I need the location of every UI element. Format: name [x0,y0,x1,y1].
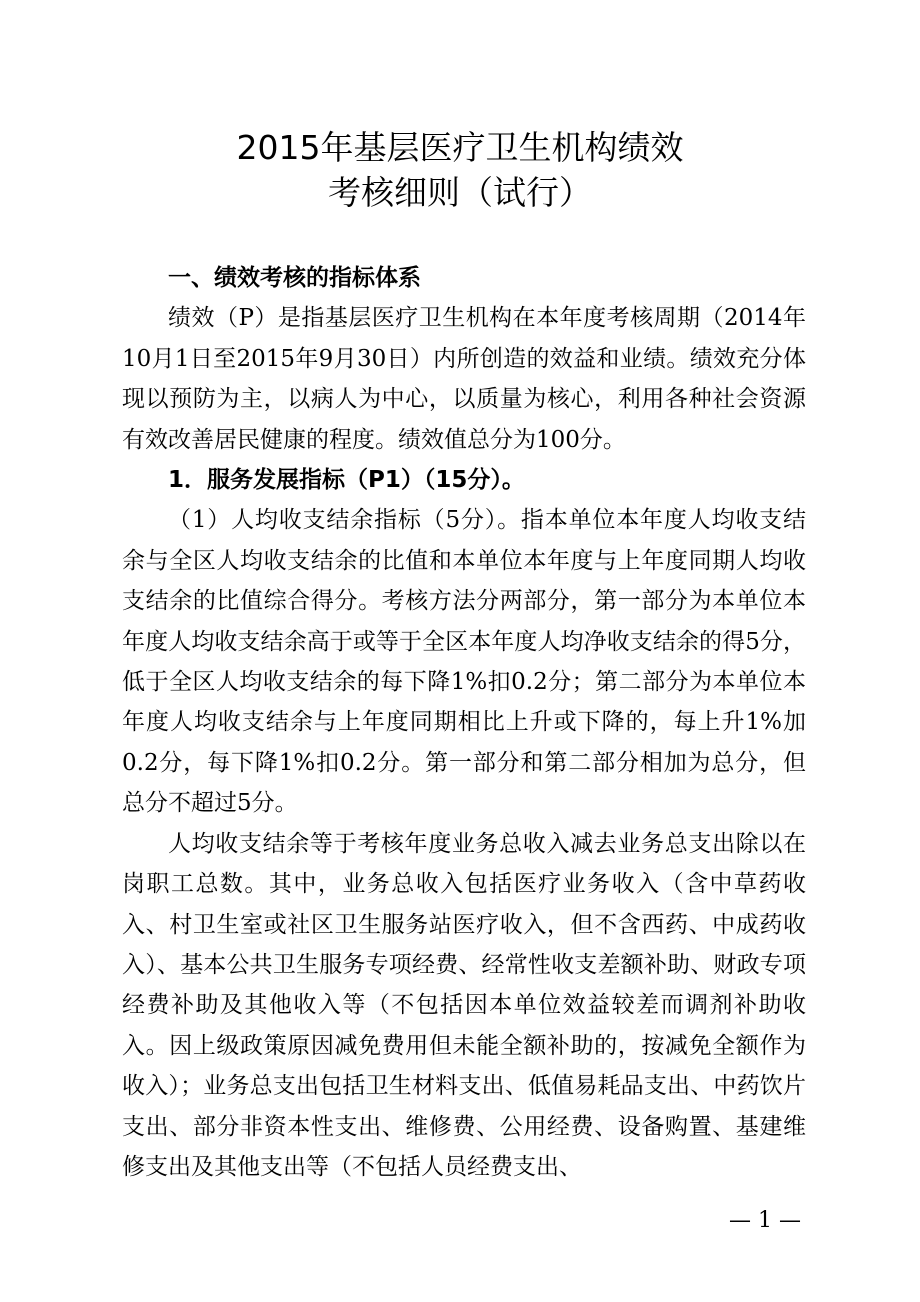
document-title-line1: 2015年基层医疗卫生机构绩效 [236,128,684,167]
document-title-line2: 考核细则（试行） [328,173,592,212]
page-number: — 1 — [729,1208,801,1233]
paragraph-performance-definition: 绩效（P）是指基层医疗卫生机构在本年度考核周期（2014年10月1日至2015年9月30日）内所创造的效益和业绩。绩效充分体现以预防为主，以病人为中心，以质量为核心，利用各种社会资源有效改善居民健康的程度。绩效值总分为100分。 [122,305,806,453]
paragraph-per-capita-balance-indicator: （1）人均收支结余指标（5分）。指本单位本年度人均收支结余与全区人均收支结余的比值和本单位本年度与上年度同期人均收支结余的比值综合得分。考核方法分两部分，第一部分为本单位本年度人均收支结余高于或等于全区本年度人均净收支结余的得5分，低于全区人均收支结余的每下降1%扣0.2分；第二部分为本单位本年度人均收支结余与上年度同期相比上升或下降的，每上升1%加0.2分，每下降1%扣0.2分。第一部分和第二部分相加为总分，但总分不超过5分。 [122,507,806,817]
section-heading-2: 1．服务发展指标（P1）（15分）。 [168,467,525,494]
document-body [122,258,806,1187]
section-heading-1: 一、绩效考核的指标体系 [168,265,421,291]
paragraph-per-capita-balance-definition: 人均收支结余等于考核年度业务总收入减去业务总支出除以在岗职工总数。其中，业务总收入包括医疗业务收入（含中草药收入、村卫生室或社区卫生服务站医疗收入，但不含西药、中成药收入）、基本公共卫生服务专项经费、经常性收支差额补助、财政专项经费补助及其他收入等（不包括因本单位效益较差而调剂补助收入。因上级政策原因减免费用但未能全额补助的，按减免全额作为收入）；业务总支出包括卫生材料支出、低值易耗品支出、中药饮片支出、部分非资本性支出、维修费、公用经费、设备购置、基建维修支出及其他支出等（不包括人员经费支出、 [122,830,806,1180]
